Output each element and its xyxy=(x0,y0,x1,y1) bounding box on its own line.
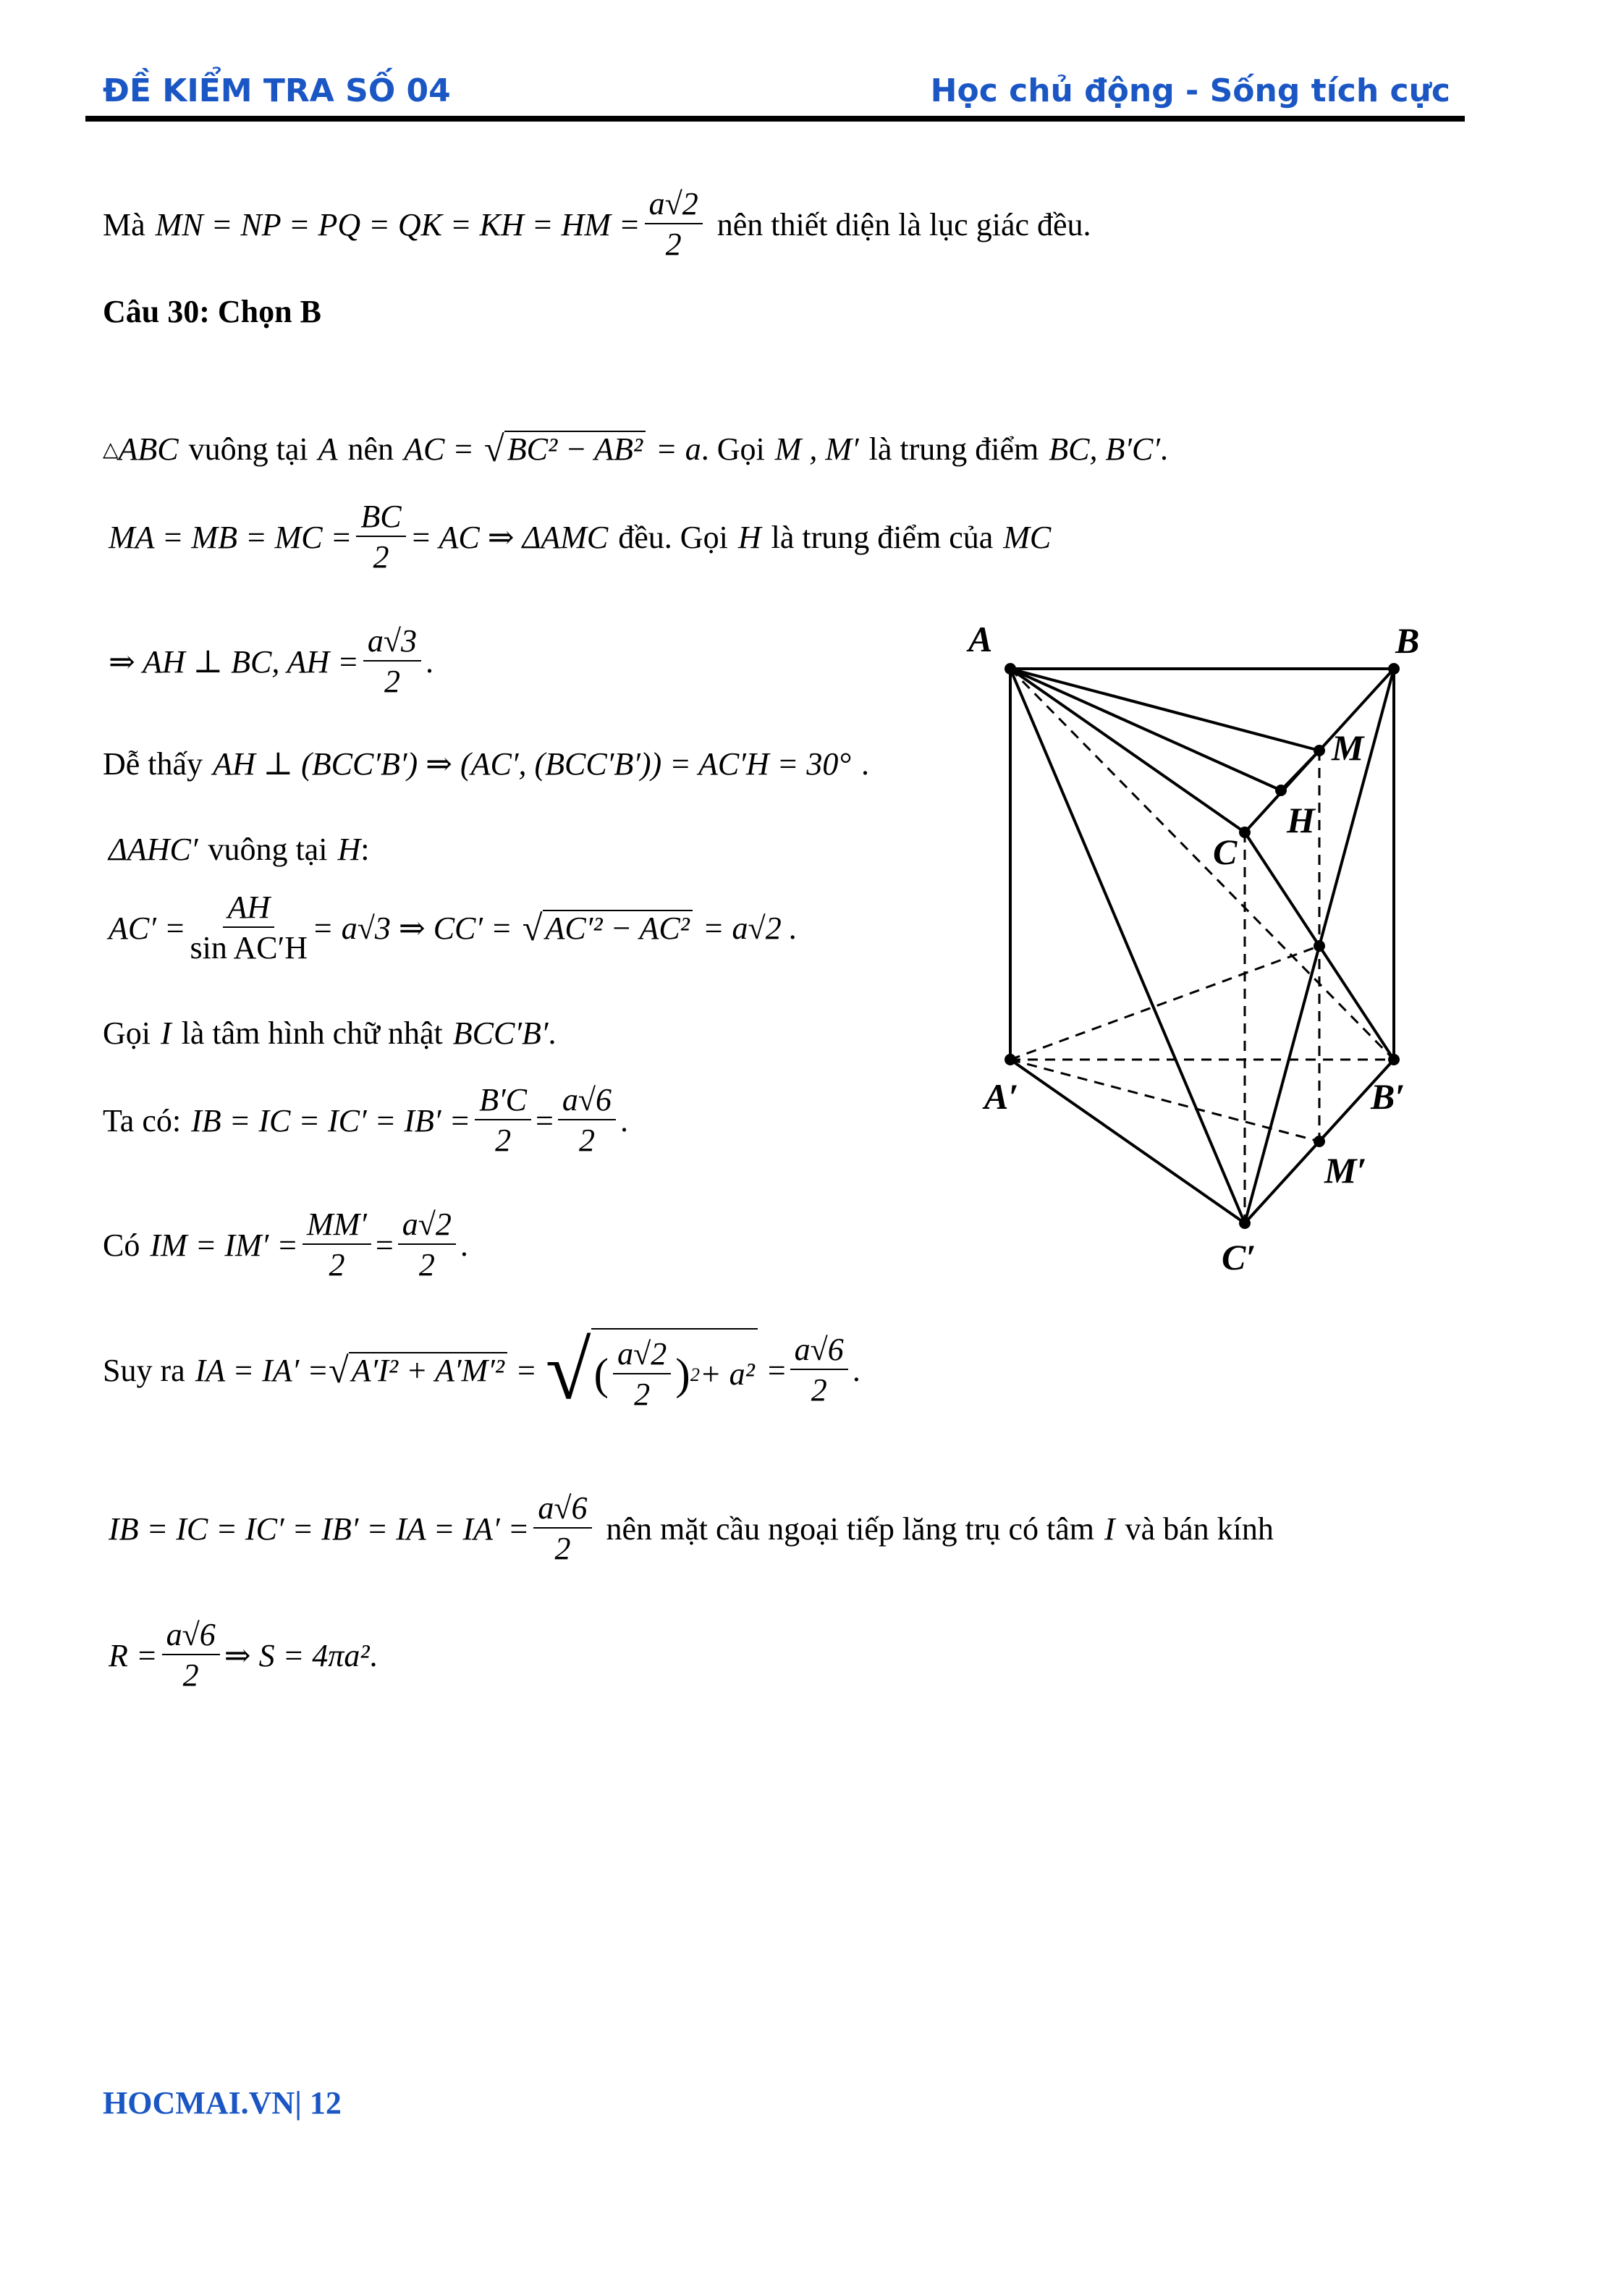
line-ib-ic: Ta có: IB = IC = IC′ = IB′ = $\frac{B'C}{2}$ = $\frac{a√6}{2}$ . xyxy=(103,1082,629,1159)
line-triangle-abc xyxy=(103,428,1168,470)
text: . xyxy=(860,746,869,782)
math: AC = xyxy=(404,431,474,467)
fraction xyxy=(645,187,703,263)
math: H xyxy=(737,519,761,555)
edge-A1M1 xyxy=(1010,1060,1319,1141)
line-sphere xyxy=(109,1491,1274,1567)
point-H xyxy=(1275,785,1287,796)
text: vuông tại xyxy=(208,832,328,867)
label-C1: C′ xyxy=(1222,1237,1256,1277)
math: = a√3 ⇒ CC′ = xyxy=(312,910,512,946)
text: . xyxy=(620,1102,629,1138)
math: = a xyxy=(656,431,701,467)
text: nên thiết diện là lục giác đều. xyxy=(716,206,1091,242)
line-radius xyxy=(109,1618,378,1694)
fraction-num: a√2 xyxy=(398,1207,456,1245)
triangle-symbol: △ xyxy=(103,438,119,461)
line-im: Có IM = IM′ = $\frac{MM'}{2}$ = $\frac{a√2}{2}$ . xyxy=(103,1207,468,1283)
math: MC xyxy=(1003,519,1052,555)
point-M xyxy=(1314,745,1325,756)
fraction-num: MM′ xyxy=(303,1207,371,1245)
text: là trung điểm của xyxy=(771,519,994,555)
sqrt-content: AC′² − AC² xyxy=(543,910,693,946)
label-A: A xyxy=(968,619,993,659)
fraction xyxy=(613,1337,671,1413)
fraction xyxy=(790,1332,848,1408)
text: Có xyxy=(103,1227,140,1263)
line-hexagon-conclusion xyxy=(103,187,1091,263)
math: IA = IA′ = xyxy=(195,1352,329,1388)
fraction-den: 2 xyxy=(182,1657,199,1694)
math: ΔAHC′ xyxy=(109,832,198,867)
label-A1: A′ xyxy=(984,1076,1019,1117)
text: : xyxy=(360,832,370,867)
math: A xyxy=(318,431,338,467)
text: và bán kính xyxy=(1125,1510,1274,1547)
fraction-num: a√2 xyxy=(645,187,703,224)
math: = xyxy=(767,1352,786,1388)
fraction-den: 2 xyxy=(418,1247,435,1283)
math: BC, B′C′ xyxy=(1049,431,1160,467)
text: . xyxy=(369,1637,378,1673)
line-ia xyxy=(103,1324,860,1417)
label-M1: M′ xyxy=(1324,1150,1367,1191)
fraction-den: 2 xyxy=(495,1123,512,1159)
fraction xyxy=(363,624,421,700)
sqrt-big: √ ( $\frac{a√2}{2}$ ) 2 + a² xyxy=(546,1328,758,1413)
fraction xyxy=(356,499,405,575)
fraction-den: 2 xyxy=(384,664,400,700)
fraction-den: 2 xyxy=(634,1377,651,1413)
math: IM = IM′ = xyxy=(150,1227,298,1263)
fraction xyxy=(558,1083,616,1159)
text: là tâm hình chữ nhật xyxy=(181,1015,443,1051)
fraction xyxy=(475,1083,531,1159)
fraction-num: B′C xyxy=(475,1083,531,1120)
sqrt: √ BC² − AB² xyxy=(484,431,646,468)
fraction xyxy=(190,890,308,966)
header-rule xyxy=(85,116,1465,122)
line-ma-mb-mc xyxy=(109,499,1051,575)
edge-HM xyxy=(1281,751,1319,790)
point-B1 xyxy=(1388,1054,1400,1065)
label-B: B xyxy=(1395,620,1420,661)
text: . xyxy=(1159,431,1168,467)
fraction-num: a√3 xyxy=(363,624,421,662)
text: Suy ra xyxy=(103,1352,185,1388)
text: . xyxy=(852,1352,860,1388)
text: vuông tại xyxy=(188,431,308,467)
text: Dễ thấy xyxy=(103,746,203,782)
fraction-num: a√6 xyxy=(558,1083,616,1120)
sqrt: √ A′I² + A′M′² xyxy=(329,1352,507,1389)
text: . xyxy=(548,1015,557,1051)
math: = xyxy=(517,1352,536,1388)
page-footer: HOCMAI.VN| 12 xyxy=(103,2085,342,2121)
point-I xyxy=(1314,940,1325,952)
math: AC′ = xyxy=(109,910,186,946)
line-center-i xyxy=(103,1015,556,1052)
fraction-num: AH xyxy=(223,890,274,928)
edge-A1I xyxy=(1010,946,1319,1060)
math: MA = MB = MC = xyxy=(109,519,352,555)
text: đều. Gọi xyxy=(618,519,728,555)
fraction-den: 2 xyxy=(554,1531,571,1567)
fraction xyxy=(398,1207,456,1283)
label-C: C xyxy=(1213,832,1238,872)
label-B1: B′ xyxy=(1371,1076,1405,1117)
fraction-den: sin AC′H xyxy=(190,930,308,966)
point-A xyxy=(1005,663,1016,675)
math: IB = IC = IC′ = IB′ = IA = IA′ = xyxy=(109,1510,530,1547)
text: . xyxy=(426,643,434,680)
fraction-den: 2 xyxy=(811,1372,827,1408)
header-slogan: Học chủ động - Sống tích cực xyxy=(930,72,1450,109)
point-A1 xyxy=(1005,1054,1016,1065)
fraction-den: 2 xyxy=(373,539,389,575)
math: ⇒ AH ⊥ BC, AH = xyxy=(109,643,359,680)
label-H: H xyxy=(1287,800,1315,840)
math: ⇒ S = 4πa² xyxy=(224,1637,370,1673)
text: Ta có: xyxy=(103,1102,182,1138)
fraction xyxy=(533,1491,591,1567)
text: . Gọi xyxy=(701,431,765,467)
text: Gọi xyxy=(103,1015,151,1051)
fraction-num: BC xyxy=(356,499,405,537)
text: . xyxy=(460,1227,468,1263)
sqrt: √ AC′² − AC² xyxy=(523,910,693,947)
math: I xyxy=(161,1015,172,1051)
math: + a² xyxy=(699,1356,755,1393)
text: là trung điểm xyxy=(868,431,1039,467)
question-title: Câu 30: Chọn B xyxy=(103,294,321,329)
line-ac-prime xyxy=(109,890,798,966)
math: = AC ⇒ ΔAMC xyxy=(410,519,609,555)
math: I xyxy=(1104,1510,1115,1547)
header-title: ĐỀ KIỂM TRA SỐ 04 xyxy=(103,72,451,109)
math: M , M′ xyxy=(774,431,859,467)
point-C1 xyxy=(1239,1217,1251,1229)
fraction-num: a√6 xyxy=(162,1618,220,1655)
line-ah xyxy=(109,624,434,700)
point-C xyxy=(1239,827,1251,838)
text: Mà xyxy=(103,206,145,242)
text: nên mặt cầu ngoại tiếp lăng trụ có tâm xyxy=(606,1510,1094,1547)
fraction-den: 2 xyxy=(578,1123,595,1159)
point-B xyxy=(1388,663,1400,675)
label-M: M xyxy=(1332,727,1364,768)
fraction-num: a√2 xyxy=(613,1337,671,1374)
text: nên xyxy=(347,431,394,467)
fraction xyxy=(303,1207,371,1283)
prism-figure xyxy=(941,608,1462,1288)
line-angle xyxy=(103,745,869,782)
fraction-num: a√6 xyxy=(533,1491,591,1529)
math: BCC′B′ xyxy=(452,1015,549,1051)
line-right-triangle xyxy=(109,831,369,868)
math: = a√2 . xyxy=(702,910,798,946)
math: H xyxy=(337,832,361,867)
math: ABC xyxy=(118,431,179,467)
math: IB = IC = IC′ = IB′ = xyxy=(191,1102,471,1138)
sqrt-content: A′I² + A′M′² xyxy=(349,1352,507,1388)
fraction-den: 2 xyxy=(329,1247,345,1283)
math: AH ⊥ (BCC′B′) ⇒ (AC′, (BCC′B′)) = AC′H = 30° xyxy=(213,746,851,782)
equation: MN = NP = PQ = QK = KH = HM = xyxy=(155,206,640,242)
math: R = xyxy=(109,1637,158,1673)
fraction-den: 2 xyxy=(665,227,682,263)
sqrt-content: BC² − AB² xyxy=(504,431,646,467)
fraction-num: a√6 xyxy=(790,1332,848,1370)
fraction xyxy=(162,1618,220,1694)
point-M1 xyxy=(1314,1136,1325,1147)
